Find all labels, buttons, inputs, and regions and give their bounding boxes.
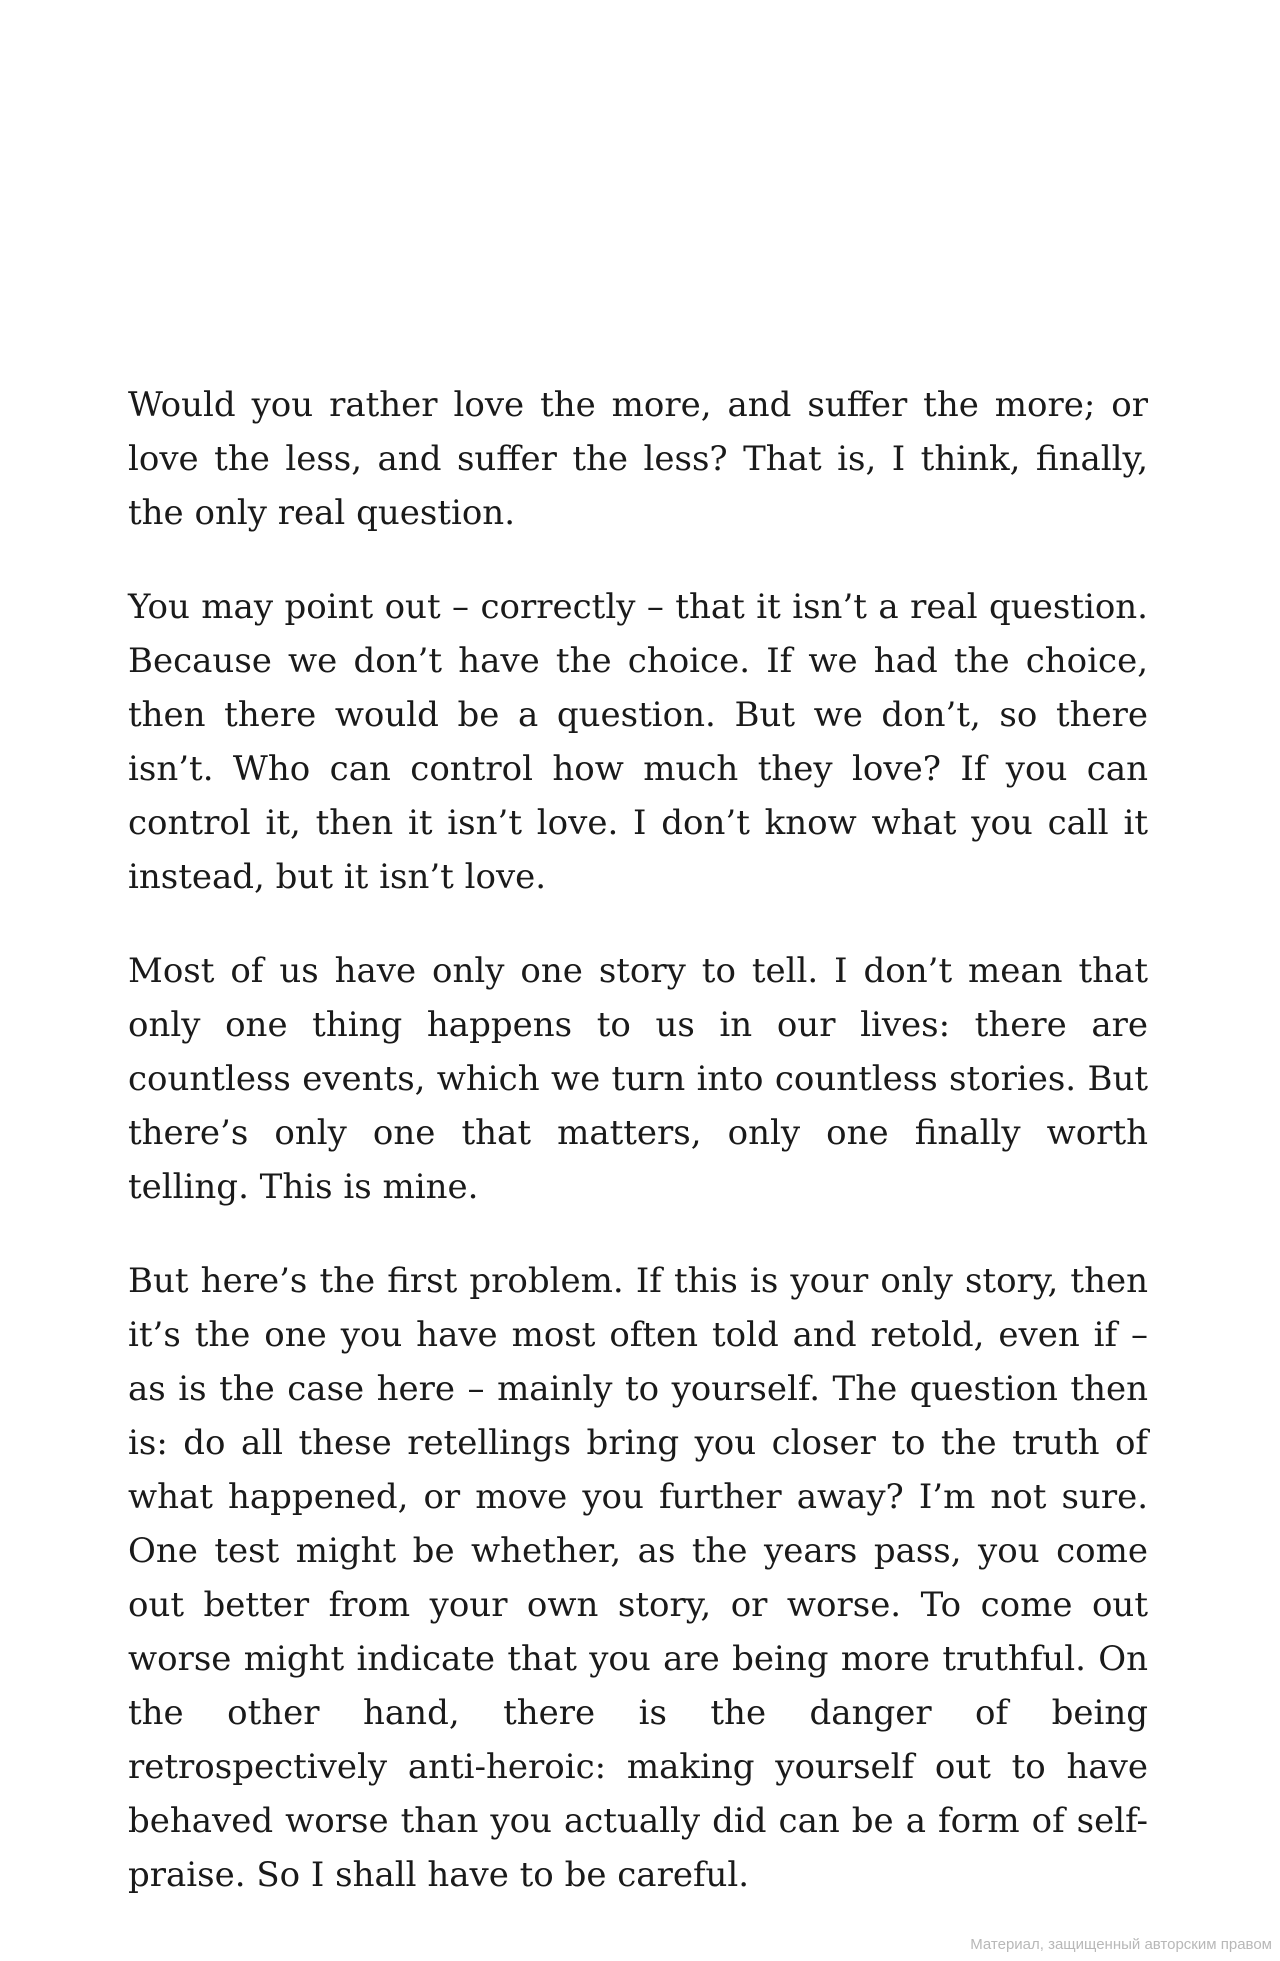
paragraph: You may point out – correctly – that it isn’t a real question. Because we don’t have the choice. If we had the choice, then there would be a question. But we don’t, so there isn’t. Who can control how much they love? If you can control it, then it isn’t love. I don’t know what you call it instead, but it isn’t love. (128, 587, 1148, 897)
body-text (128, 378, 1148, 1942)
paragraph: But here’s the first problem. If this is your only story, then it’s the one you have most often told and retold, even if – as is the case here – mainly to yourself. The question then is: do all these retellings bring you closer to the truth of what happened, or move you further away? I’m not sure. One test might be whether, as the years pass, you come out better from your own story, or worse. To come out worse might indicate that you are being more truthful. On the other hand, there is the danger of being retrospectively anti-heroic: making yourself out to have behaved worse than you actually did can be a form of self-praise. So I shall have to be careful. (128, 1261, 1148, 1895)
paragraph: Would you rather love the more, and suffer the more; or love the less, and suffer the less? That is, I think, finally, the only real question. (128, 385, 1148, 533)
copyright-watermark: Материал, защищенный авторским правом (970, 1936, 1272, 1953)
paragraph: Most of us have only one story to tell. I don’t mean that only one thing happens to us in our lives: there are countless events, which we turn into countless stories. But there’s only one that matters, only one finally worth telling. This is mine. (128, 951, 1148, 1207)
